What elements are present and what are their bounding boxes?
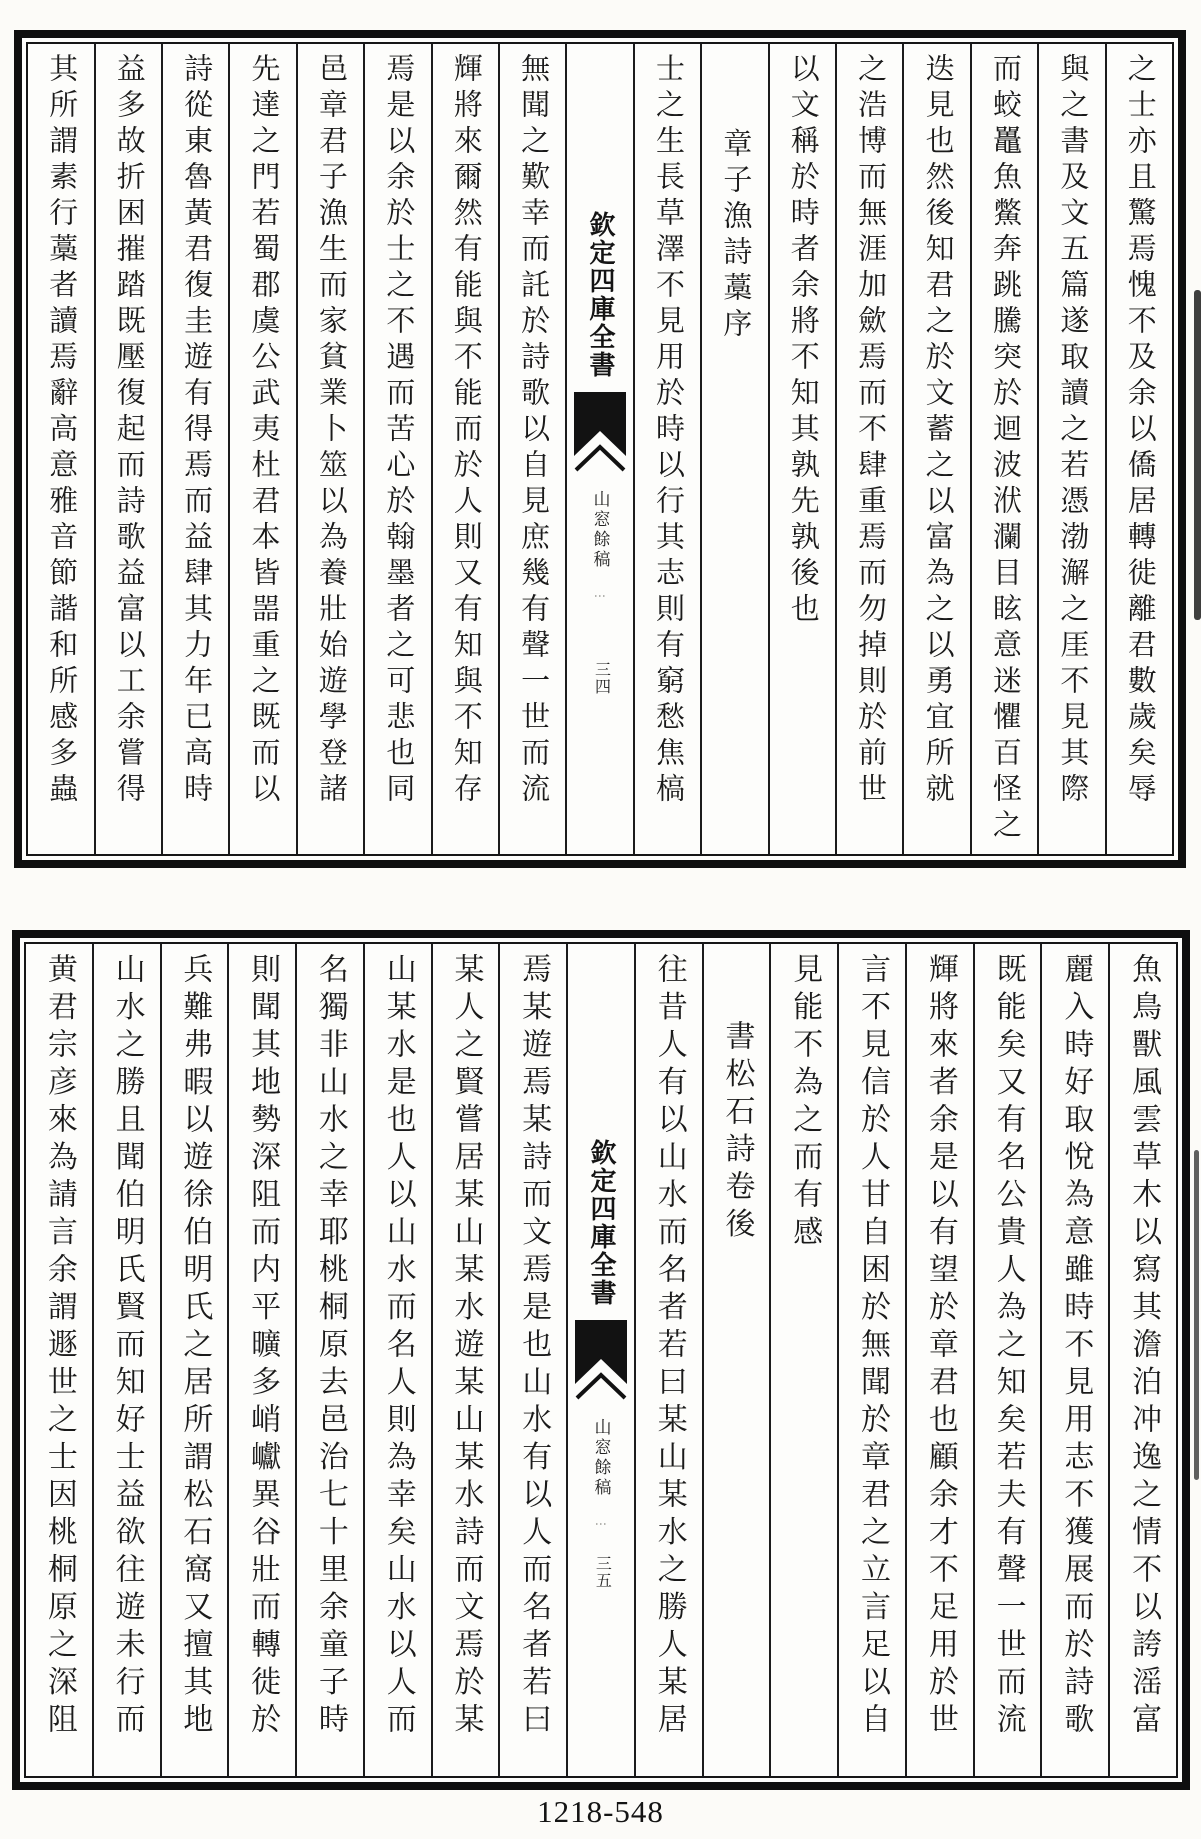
text-column xyxy=(160,944,228,1776)
text-column xyxy=(26,944,92,1776)
text-column xyxy=(1040,944,1108,1776)
top-leaf-inner xyxy=(26,42,1174,856)
collation-dots: ⋮ xyxy=(593,590,608,605)
column-text: 則聞其地勢深阻而内平曠多峭巘異谷壯而轉徙於 xyxy=(246,953,280,1741)
column-text: 焉某遊焉某詩而文焉是也山水有以人而名者若曰 xyxy=(517,953,551,1741)
text-column xyxy=(905,944,973,1776)
bottom-leaf-inner xyxy=(24,942,1178,1778)
column-text: 而蛟鼉魚鱉奔跳騰突於迴波洑瀾目眩意迷懼百怪之 xyxy=(988,53,1021,845)
column-text: 與之書及文五篇遂取讀之若憑渤澥之厓不見其際 xyxy=(1056,53,1089,809)
text-column xyxy=(363,944,431,1776)
fishtail-mark-icon xyxy=(573,392,627,474)
top-leaf xyxy=(14,30,1186,868)
series-title: 欽定四庫全書 xyxy=(586,1139,616,1307)
text-column xyxy=(161,44,228,854)
text-column xyxy=(634,944,702,1776)
column-text: 之士亦且驚焉愧不及余以僑居轉徙離君數歲矣辱 xyxy=(1123,53,1156,809)
column-text: 輝將來爾然有能與不能而於人則又有知與不知存 xyxy=(449,53,482,809)
text-column xyxy=(1037,44,1104,854)
folio-number-cn: 三五 xyxy=(593,1555,611,1589)
text-column xyxy=(835,44,902,854)
text-column xyxy=(768,44,835,854)
scan-edge-artifact xyxy=(1194,1150,1199,1480)
section-heading: 章子漁詩藁序 xyxy=(719,128,752,344)
text-column xyxy=(1108,944,1176,1776)
column-text: 其所謂素行藁者讀焉辭高意雅音節諧和所感多蟲 xyxy=(45,53,78,809)
column-text: 麗入時好取悅為意雖時不見用志不獲展而於詩歌 xyxy=(1059,953,1093,1741)
column-text: 先達之門若蜀郡虞公武夷杜君本皆噐重之既而以 xyxy=(247,53,280,809)
text-column xyxy=(769,944,837,1776)
text-column xyxy=(1105,44,1172,854)
column-text: 焉是以余於士之不遇而苦心於翰墨者之可悲也同 xyxy=(382,53,415,809)
center-column xyxy=(565,44,632,854)
column-text: 既能矣又有名公貴人為之知矣若夫有聲一世而流 xyxy=(991,953,1025,1741)
scan-edge-artifact xyxy=(1194,290,1201,620)
column-text: 往昔人有以山水而名者若曰某山某水之勝人某居 xyxy=(652,953,686,1741)
column-text: 山水之勝且聞伯明氏賢而知好士益欲往遊未行而 xyxy=(110,953,144,1741)
collation-dots: ⋮ xyxy=(593,1518,608,1533)
column-text: 名獨非山水之幸耶桃桐原去邑治七十里余童子時 xyxy=(313,953,347,1741)
text-column xyxy=(633,44,700,854)
column-text: 言不見信於人甘自困於無聞於章君之立言足以自 xyxy=(856,953,890,1741)
book-title: 山窓餘稿 xyxy=(590,490,610,570)
folio-number-cn: 三四 xyxy=(592,661,610,695)
section-heading: 書松石詩卷後 xyxy=(720,1020,754,1245)
column-text: 之浩博而無涯加歛焉而不肆重焉而勿掉則於前世 xyxy=(854,53,887,809)
column-text: 見能不為之而有感 xyxy=(788,953,822,1253)
section-heading-column xyxy=(700,44,767,854)
text-column xyxy=(498,944,566,1776)
bottom-leaf xyxy=(12,930,1190,1790)
column-text: 士之生長草澤不見用於時以行其志則有窮愁焦槁 xyxy=(651,53,684,809)
column-text: 輝將來者余是以有望於章君也顧余才不足用於世 xyxy=(923,953,957,1741)
column-text: 黄君宗彦來為請言余謂遯世之士因桃桐原之深阻 xyxy=(42,953,76,1741)
series-title: 欽定四庫全書 xyxy=(586,211,616,379)
text-column xyxy=(363,44,430,854)
column-text: 兵難弗暇以遊徐伯明氏之居所謂松石窩又擅其地 xyxy=(178,953,212,1741)
text-column xyxy=(227,944,295,1776)
text-column xyxy=(837,944,905,1776)
text-column xyxy=(902,44,969,854)
text-column xyxy=(431,44,498,854)
column-text: 某人之賢嘗居某山某水遊某山某水詩而文焉於某 xyxy=(449,953,483,1741)
text-column xyxy=(431,944,499,1776)
column-text: 無聞之歎幸而託於詩歌以自見庶幾有聲一世而流 xyxy=(517,53,550,809)
text-column xyxy=(296,44,363,854)
text-column xyxy=(498,44,565,854)
column-text: 詩從東魯黃君復圭遊有得焉而益肆其力年已高時 xyxy=(180,53,213,809)
column-text: 以文稱於時者余將不知其孰先孰後也 xyxy=(786,53,819,629)
column-text: 益多故折困摧踏既壓復起而詩歌益富以工余嘗得 xyxy=(112,53,145,809)
text-column xyxy=(94,44,161,854)
text-column xyxy=(295,944,363,1776)
column-text: 邑章君子漁生而家貧業卜筮以為養壯始遊學登諸 xyxy=(314,53,347,809)
book-title: 山窓餘稿 xyxy=(591,1418,611,1498)
text-column xyxy=(92,944,160,1776)
plate-number: 1218-548 xyxy=(537,1794,664,1829)
fishtail-mark-icon xyxy=(574,1320,628,1402)
center-column xyxy=(566,944,634,1776)
column-text: 山某水是也人以山水而名人則為幸矣山水以人而 xyxy=(381,953,415,1741)
text-column xyxy=(973,944,1041,1776)
column-text: 迭見也然後知君之於文蓄之以富為之以勇宜所就 xyxy=(921,53,954,809)
text-column xyxy=(228,44,295,854)
section-heading-column xyxy=(702,944,770,1776)
column-text: 魚鳥獸風雲草木以寫其澹泊冲逸之情不以誇滛富 xyxy=(1127,953,1161,1741)
text-column xyxy=(28,44,93,854)
text-column xyxy=(970,44,1037,854)
